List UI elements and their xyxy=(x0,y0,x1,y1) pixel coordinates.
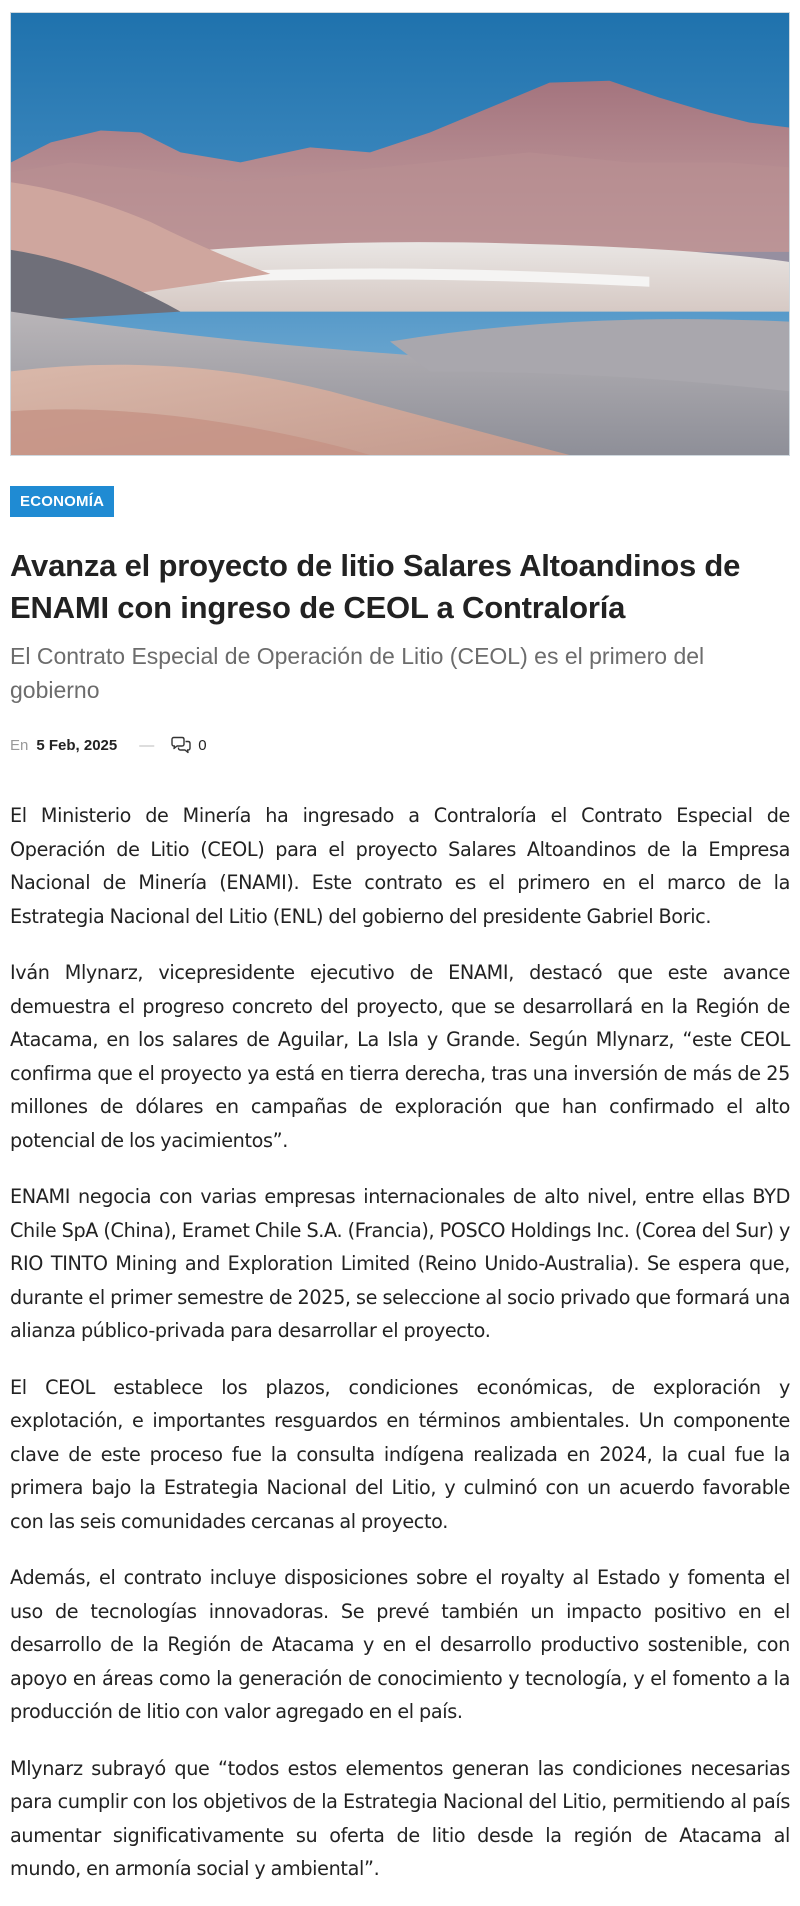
article-title: Avanza el proyecto de litio Salares Altoandinos de ENAMI con ingreso de CEOL a Contraloría xyxy=(10,548,741,625)
meta-prefix: En xyxy=(10,736,29,754)
article-meta xyxy=(10,733,790,757)
paragraph: Iván Mlynarz, vicepresidente ejecutivo de ENAMI, destacó que este avance demuestra el progreso concreto del proyecto, que se desarrollará en la Región de Atacama, en los salares de Aguilar, La Isla y Grande. Según Mlynarz, “este CEOL confirma que el proyecto ya está en tierra derecha, tras una inversión de más de 25 millones de dólares en campañas de exploración que han confirmado el alto potencial de los yacimientos”. xyxy=(10,961,790,1152)
article-subtitle: El Contrato Especial de Operación de Litio (CEOL) es el primero del gobierno xyxy=(10,643,705,703)
paragraph: El Ministerio de Minería ha ingresado a Contraloría el Contrato Especial de Operación de Litio (CEOL) para el proyecto Salares Altoandinos de la Empresa Nacional de Minería (ENAMI). Este contrato es el primero en el marco de la Estrategia Nacional del Litio (ENL) del gobierno del presidente Gabriel Boric. xyxy=(10,804,790,928)
paragraph: ENAMI negocia con varias empresas internacionales de alto nivel, entre ellas BYD Chile SpA (China), Eramet Chile S.A. (Francia), POSCO Holdings Inc. (Corea del Sur) y RIO TINTO Mining and Exploration Limited (Reino Unido-Australia). Se espera que, durante el primer semestre de 2025, se seleccione al socio privado que formará una alianza público-privada para desarrollar el proyecto. xyxy=(10,1185,790,1342)
category-badge[interactable]: ECONOMÍA xyxy=(10,486,114,517)
meta-separator: — xyxy=(139,736,155,754)
paragraph: Mlynarz subrayó que “todos estos elementos generan las condiciones necesarias para cumplir con los objetivos de la Estrategia Nacional del Litio, permitiendo al país aumentar significativamente su oferta de litio desde la región de Atacama al mundo, en armonía social y ambiental”. xyxy=(10,1756,790,1880)
publish-date: 5 Feb, 2025 xyxy=(36,736,118,754)
hero-image xyxy=(10,12,790,456)
comment-count[interactable]: 0 xyxy=(198,736,207,754)
salar-landscape-image xyxy=(11,13,789,455)
paragraph: Además, el contrato incluye disposiciones sobre el royalty al Estado y fomenta el uso de tecnologías innovadoras. Se prevé también un impacto positivo en el desarrollo de la Región de Atacama y en el desarrollo productivo sostenible, con apoyo en áreas como la generación de conocimiento y tecnología, y el fomento a la producción de litio con valor agregado en el país. xyxy=(10,1566,790,1723)
paragraph: El CEOL establece los plazos, condiciones económicas, de exploración y explotación, e importantes resguardos en términos ambientales. Un componente clave de este proceso fue la consulta indígena realizada en 2024, la cual fue la primera bajo la Estrategia Nacional del Litio, y culminó con un acuerdo favorable con las seis comunidades cercanas al proyecto. xyxy=(10,1375,790,1533)
article-body xyxy=(10,799,790,1886)
comments-icon[interactable] xyxy=(170,736,192,754)
